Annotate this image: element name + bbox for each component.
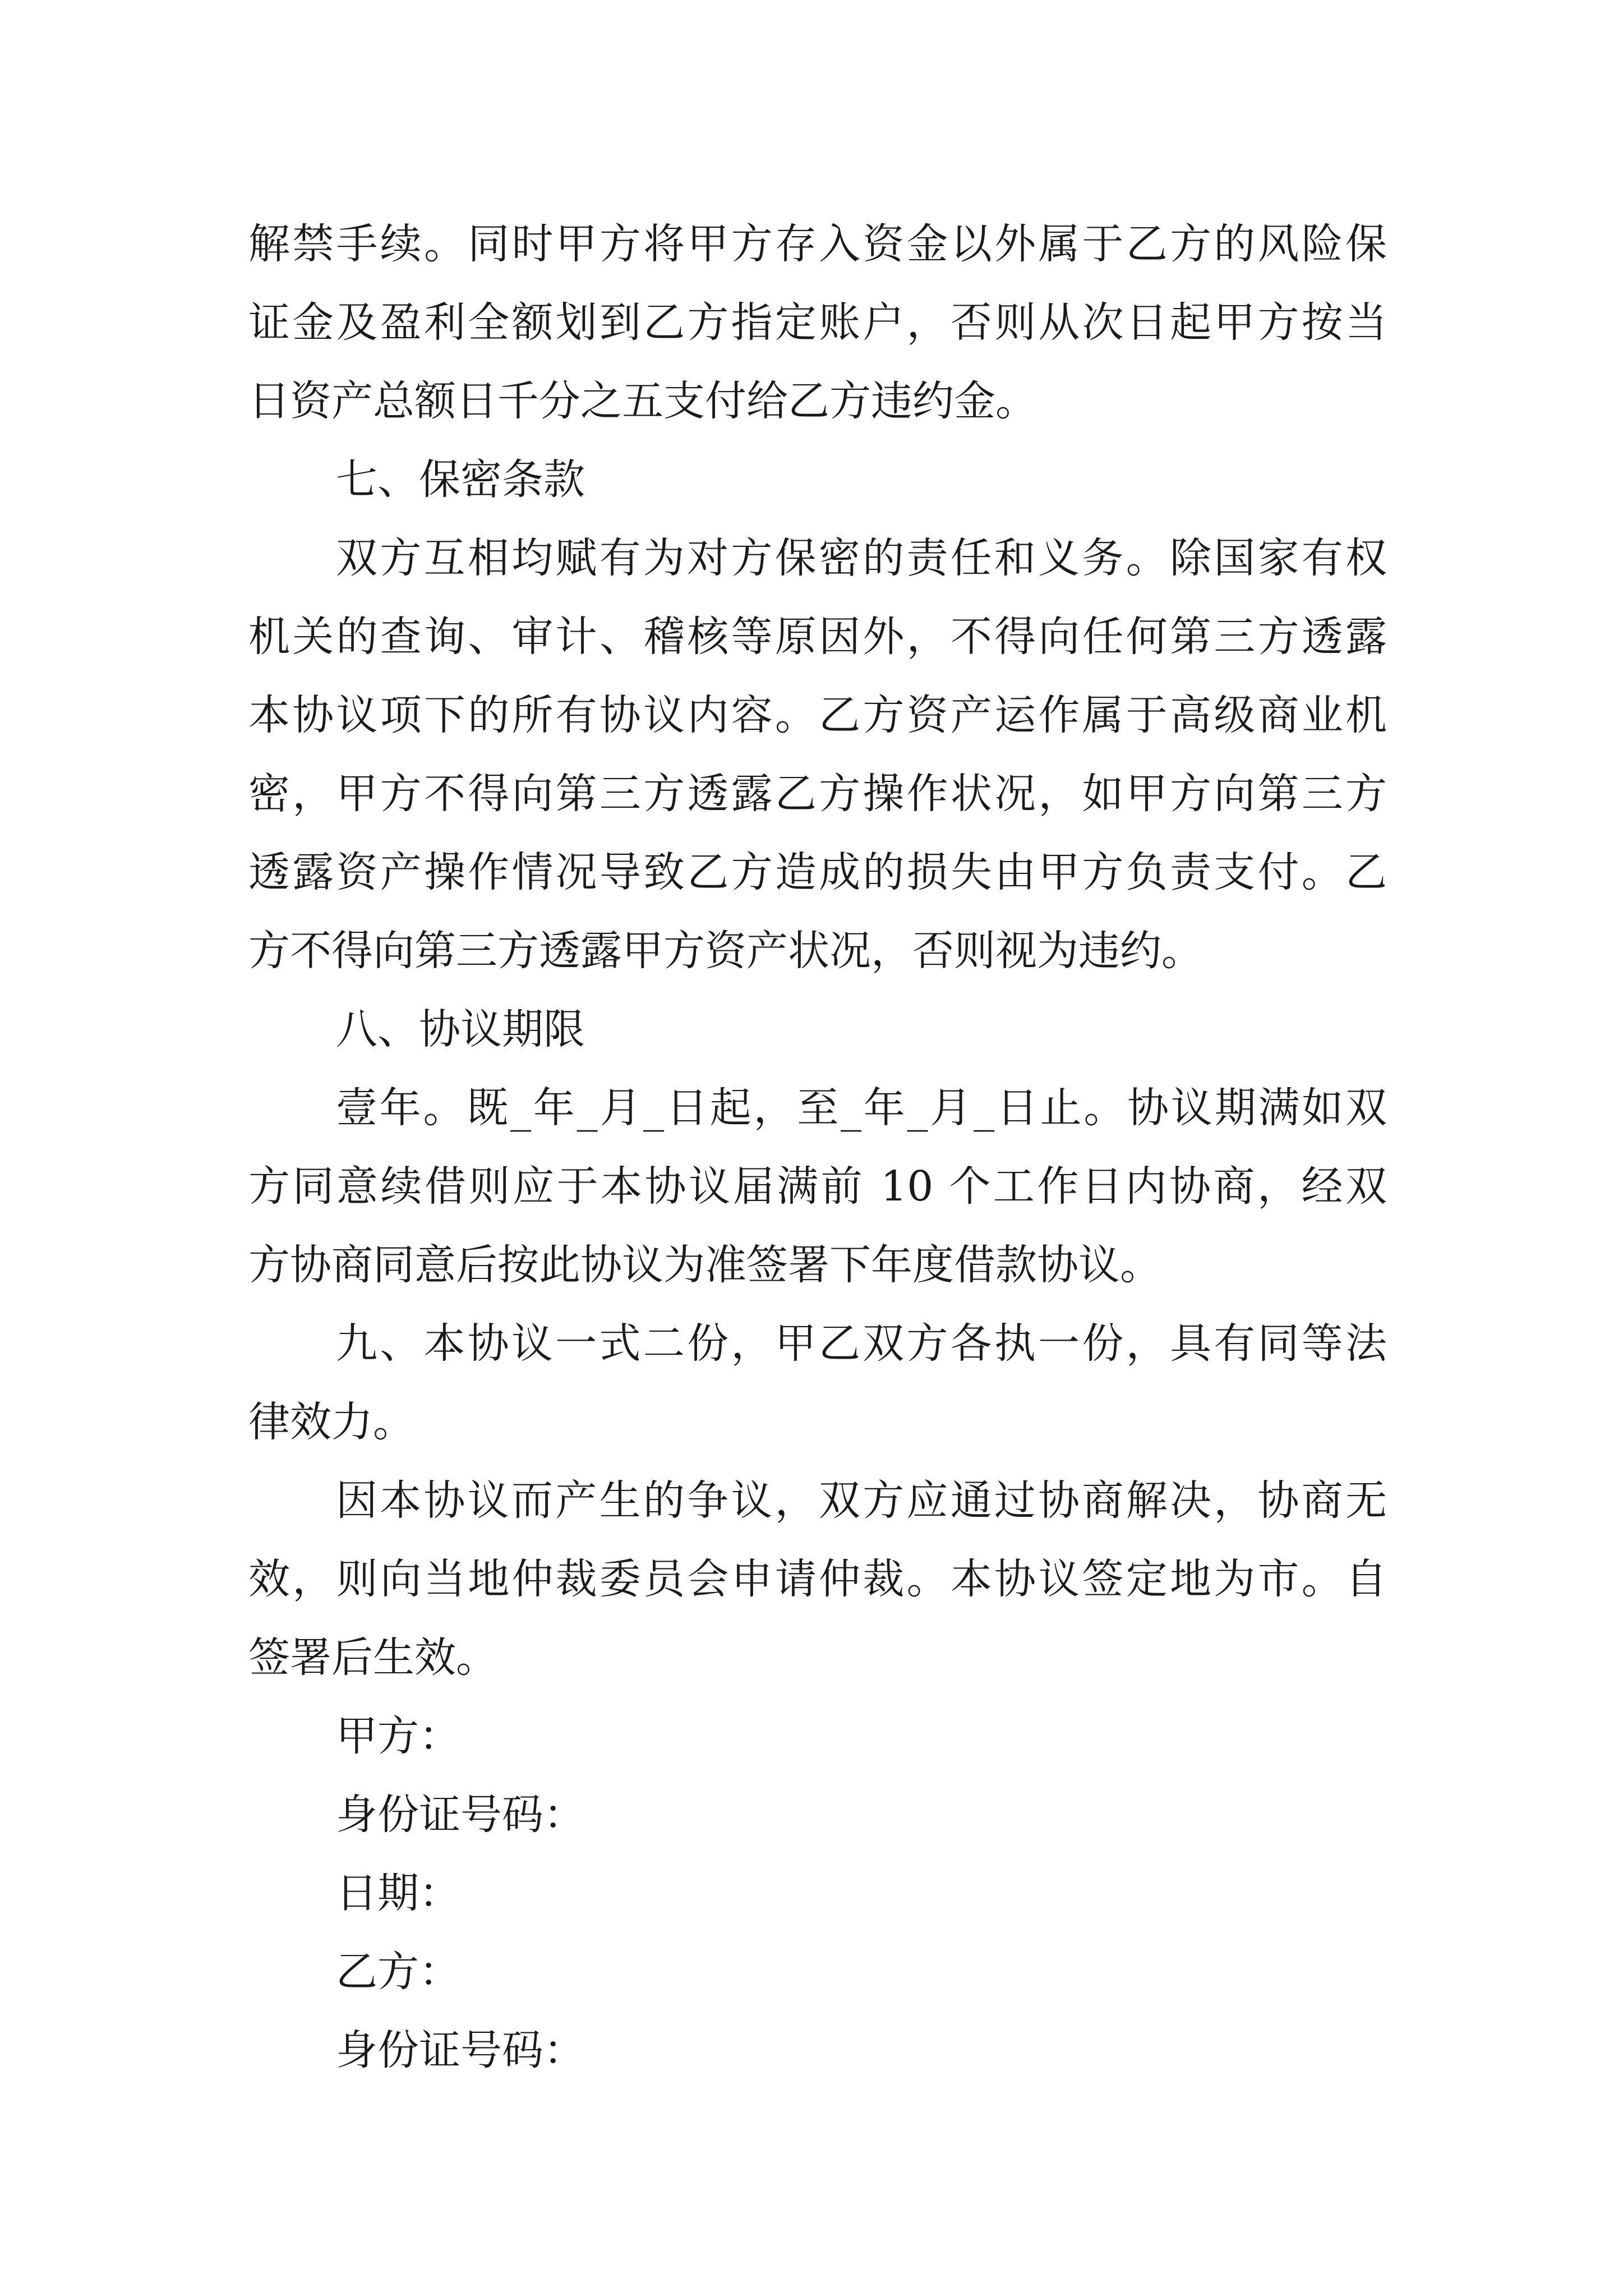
id-number-label: 身份证号码：	[336, 2026, 585, 2074]
text-line: 律效力。	[248, 1398, 414, 1446]
text-line: 方同意续借则应于本协议届满前 10 个工作日内协商，经双	[248, 1162, 1387, 1211]
text-line: 透露资产操作情况导致乙方造成的损失由甲方负责支付。乙	[248, 848, 1387, 896]
section-heading-confidentiality: 七、保密条款	[336, 455, 585, 504]
text-line: 效，则向当地仲裁委员会申请仲裁。本协议签定地为市。自	[248, 1555, 1387, 1603]
text-line: 壹年。既_年_月_日起，至_年_月_日止。协议期满如双	[336, 1084, 1387, 1132]
text-line: 密，甲方不得向第三方透露乙方操作状况，如甲方向第三方	[248, 770, 1387, 818]
text-line: 因本协议而产生的争议，双方应通过协商解决，协商无	[336, 1476, 1387, 1525]
signature-party-b-label: 乙方：	[336, 1948, 460, 1996]
text-line: 本协议项下的所有协议内容。乙方资产运作属于高级商业机	[248, 691, 1387, 739]
section-heading-term: 八、协议期限	[336, 1005, 585, 1053]
text-line: 九、本协议一式二份，甲乙双方各执一份，具有同等法	[336, 1319, 1387, 1368]
text-line: 解禁手续。同时甲方将甲方存入资金以外属于乙方的风险保	[248, 220, 1387, 268]
id-number-label: 身份证号码：	[336, 1791, 585, 1839]
text-line: 日资产总额日千分之五支付给乙方违约金。	[248, 377, 1037, 425]
signature-party-a-label: 甲方：	[336, 1712, 460, 1760]
text-line: 机关的查询、审计、稽核等原因外，不得向任何第三方透露	[248, 613, 1387, 661]
text-line: 方不得向第三方透露甲方资产状况，否则视为违约。	[248, 927, 1203, 975]
text-line: 证金及盈利全额划到乙方指定账户，否则从次日起甲方按当	[248, 298, 1387, 347]
date-label: 日期：	[336, 1869, 460, 1917]
text-line: 签署后生效。	[248, 1634, 497, 1682]
text-line: 双方互相均赋有为对方保密的责任和义务。除国家有权	[336, 534, 1387, 582]
text-line: 方协商同意后按此协议为准签署下年度借款协议。	[248, 1241, 1161, 1289]
document-body	[248, 205, 1387, 2090]
